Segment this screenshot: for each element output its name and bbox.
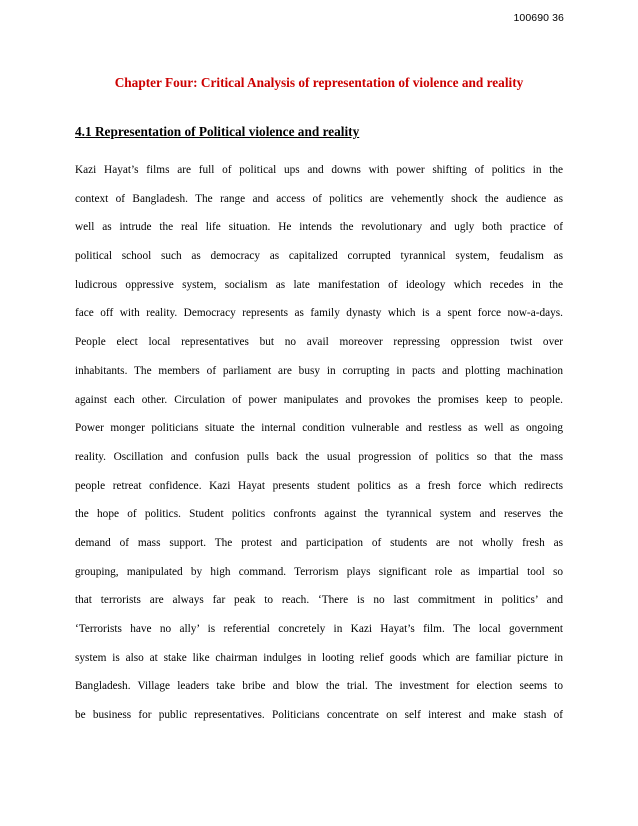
paragraph-line: face off with reality. Democracy represents as family dynasty which is a spent force now-a-days. <box>75 307 563 320</box>
chapter-title: Chapter Four: Critical Analysis of representation of violence and reality <box>114 75 524 90</box>
paragraph-line: system is also at stake like chairman indulges in looting relief goods which are familiar picture in <box>75 651 563 664</box>
paragraph-line: reality. Oscillation and confusion pulls back the usual progression of politics so that the mass <box>75 450 563 463</box>
body-paragraph <box>75 156 563 730</box>
paragraph-line: demand of mass support. The protest and participation of students are not wholly fresh as <box>75 536 563 549</box>
paragraph-line: political school such as democracy as capitalized corrupted tyrannical system, feudalism as <box>75 250 563 263</box>
paragraph-line: grouping, manipulated by high command. Terrorism plays significant role as impartial tool so <box>75 565 563 578</box>
paragraph-line: inhabitants. The members of parliament are busy in corrupting in pacts and plotting machination <box>75 364 563 377</box>
paragraph-line: that terrorists are always far peak to reach. ‘There is no last commitment in politics’ and <box>75 594 563 607</box>
paragraph-line: Kazi Hayat’s films are full of political ups and downs with power shifting of politics in the <box>75 164 563 176</box>
paragraph-line: against each other. Circulation of power manipulates and provokes the promises keep to people. <box>75 393 563 406</box>
paragraph-line: People elect local representatives but no avail moreover repressing oppression twist over <box>75 336 563 349</box>
paragraph-line: people retreat confidence. Kazi Hayat presents student politics as a fresh force which redirects <box>75 479 563 492</box>
section-heading: 4.1 Representation of Political violence and reality <box>75 124 360 139</box>
paragraph-line: context of Bangladesh. The range and access of politics are vehemently shock the audience as <box>75 192 563 205</box>
paragraph-line: Bangladesh. Village leaders take bribe and blow the trial. The investment for election seems to <box>75 680 563 693</box>
paragraph-line: be business for public representatives. Politicians concentrate on self interest and make stash of <box>75 709 563 722</box>
paragraph-line: well as intrude the real life situation. He intends the revolutionary and ugly both practice of <box>75 221 563 234</box>
paragraph-line: ludicrous oppressive system, socialism as late manifestation of ideology which recedes in the <box>75 278 563 291</box>
page-number: 100690 36 <box>513 12 564 24</box>
paragraph-line: ‘Terrorists have no ally’ is referential concretely in Kazi Hayat’s film. The local government <box>75 623 563 635</box>
paragraph-line: Power monger politicians situate the internal condition vulnerable and restless as well as ongoing <box>75 422 563 435</box>
paragraph-line: the hope of politics. Student politics confronts against the tyrannical system and reserves the <box>75 508 563 521</box>
